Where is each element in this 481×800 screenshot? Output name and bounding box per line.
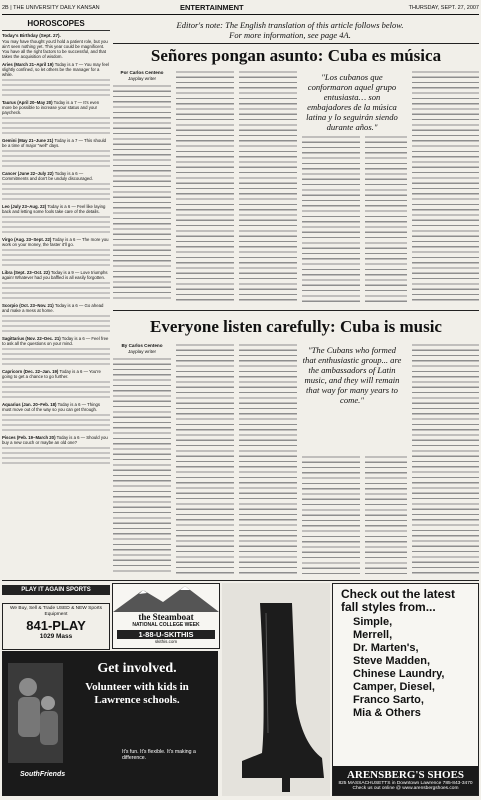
sign-rating: Today is a 9: [50, 270, 74, 275]
sign-rating: Today is a 6: [57, 402, 81, 407]
header-date: THURSDAY, SEPT. 27, 2007: [408, 5, 479, 11]
volunteer-ad-body: Volunteer with kids in Lawrence schools.: [85, 681, 189, 706]
sign-text-block: [2, 314, 110, 334]
shoes-brand-item: Camper, Diesel,: [353, 681, 435, 693]
sign-rating: Today is a 6: [54, 303, 78, 308]
horoscope-sign: Pisces (Feb. 19–March 20) Today is a 6 — Should you buy a new couch or maybe an old one?: [2, 435, 110, 466]
spanish-column-5: [365, 135, 407, 302]
shoes-brand-item: Chinese Laundry,: [353, 668, 445, 680]
section-title: ENTERTAINMENT: [180, 3, 244, 12]
spanish-column-1: [113, 70, 171, 302]
play-again-ad-line: We Buy, Sell & Trade USED & NEW Sports Equipment: [9, 606, 103, 617]
horoscope-sign: Sagittarius (Nov. 22–Dec. 21) Today is a 6 — Feel free to ask all the questions on your mind.: [2, 336, 110, 367]
editor-note: [140, 20, 440, 40]
sign-name: Cancer (June 22–July 22): [2, 171, 54, 176]
english-column-3: [239, 343, 297, 575]
spanish-column-4: [302, 135, 360, 302]
english-pull-quote: "The Cubans who formed that enthusiastic group... are the ambassadors of Latin music, and they will remain that way for many years to come.": [302, 345, 402, 405]
sign-rating: Today is a 6: [61, 336, 85, 341]
sign-name: Capricorn (Dec. 22–Jan. 19): [2, 369, 59, 374]
horoscope-sign: Cancer (June 22–July 22) Today is a 6 — Commitments and don't be unduly discouraged.: [2, 171, 110, 202]
article-text-block: [365, 455, 407, 575]
shoes-brand-item: Steve Madden,: [353, 655, 431, 667]
english-byline: [113, 343, 171, 354]
play-again-ad-title: PLAY IT AGAIN SPORTS: [2, 585, 110, 595]
english-author-role: Jayplay writer: [127, 348, 157, 354]
shoes-brand-list: [333, 616, 478, 720]
english-author: By Carlos Centeno: [121, 343, 163, 348]
article-text-block: [239, 70, 297, 302]
steamboat-ad-title: the Steamboat: [138, 612, 194, 622]
header-left: 2B | THE UNIVERSITY DAILY KANSAN: [2, 5, 100, 11]
sign-rating: Today is a 6: [54, 171, 78, 176]
sign-name: Aquarius (Jan. 20–Feb. 18): [2, 402, 57, 407]
ad-divider: [2, 580, 479, 581]
horoscope-sign: Taurus (April 20–May 20) Today is a 7 — It's even more be possible to increase your status and your paycheck.: [2, 100, 110, 136]
horoscope-date: Today's Birthday (Sept. 27).: [2, 33, 61, 38]
editor-note-line2: For more information, see page 4A.: [229, 30, 351, 40]
sign-text: Feel free to ask all the questions on your mind.: [2, 336, 109, 346]
shoes-ad-address: 825 MASSACHUSETTS in Downtown Lawrence 785-843-3470: [338, 781, 473, 786]
volunteer-ad-note: It's fun. It's flexible. It's making a difference.: [122, 749, 196, 762]
horoscope-sign: Aquarius (Jan. 20–Feb. 18) Today is a 6 — Things must move out of the way so you can get through.: [2, 402, 110, 433]
shoes-brand-item: Mia & Others: [353, 707, 421, 719]
sign-text-block: [2, 215, 110, 235]
english-column-5: [365, 455, 407, 575]
sign-text-block: [2, 347, 110, 367]
boot-icon: [222, 583, 330, 796]
sign-text-block: [2, 446, 110, 466]
sign-text: Love triumphs again! Whatever had you baffled is all easily forgotten.: [2, 270, 108, 280]
sign-rating: Today is a 6: [52, 237, 76, 242]
sign-rating: Today is a 7: [54, 62, 78, 67]
sign-text-block: [2, 149, 110, 169]
sign-name: Aries (March 21–April 19): [2, 62, 54, 67]
sign-name: Gemini (May 21–June 21): [2, 138, 54, 143]
horoscopes-title: HOROSCOPES: [2, 17, 110, 31]
page-header: [2, 2, 479, 15]
play-again-ad[interactable]: [2, 603, 110, 650]
children-photo-icon: [8, 663, 63, 763]
spanish-author: Por Carlos Centeno: [120, 70, 164, 75]
shoes-brand-item: Simple,: [353, 616, 393, 628]
sign-text: This should be a time of major "well" days.: [2, 138, 107, 148]
horoscope-intro: You may have thought you'd hold a patient role, but you ain't seen nothing yet. This year could be magnificent. You have all the right factors to be successful, and that takes the acquisition of wisdom.: [2, 39, 108, 59]
english-column-2: [176, 343, 234, 575]
horoscope-sign: Capricorn (Dec. 22–Jan. 19) Today is a 6 — You're going to get a chance to go further.: [2, 369, 110, 400]
sign-text: Should you buy a new couch or maybe an old one?: [2, 435, 108, 445]
sign-name: Libra (Sept. 23–Oct. 22): [2, 270, 50, 275]
arensbergs-shoes-ad[interactable]: [332, 583, 479, 796]
sign-text: You may feel slightly confined, so let others be the manager for a while.: [2, 62, 109, 77]
shoes-ad-store: ARENSBERG'S SHOES: [346, 769, 465, 781]
spanish-column-3: [239, 70, 297, 302]
sign-rating: Today is a 7: [53, 100, 77, 105]
sign-name: Pisces (Feb. 19–March 20): [2, 435, 56, 440]
volunteer-ad-headline: Get involved.: [97, 661, 177, 676]
sign-text: Go ahead and make a mess at home.: [2, 303, 104, 313]
sign-name: Scorpio (Oct. 23–Nov. 21): [2, 303, 54, 308]
horoscope-sign: Gemini (May 21–June 21) Today is a 7 — This should be a time of major "well" days.: [2, 138, 110, 169]
article-text-block: [176, 70, 234, 302]
sign-text-block: [2, 248, 110, 268]
volunteer-ad[interactable]: [2, 651, 218, 796]
section-divider: [113, 310, 479, 311]
spanish-headline: Señores pongan asunto: Cuba es música: [150, 46, 442, 65]
spanish-column-6: [412, 70, 479, 302]
sign-name: Virgo (Aug. 23–Sept. 22): [2, 237, 52, 242]
steamboat-ad-site: skithis.com: [154, 639, 178, 644]
sign-text-block: [2, 116, 110, 136]
horoscope-sign: Scorpio (Oct. 23–Nov. 21) Today is a 6 — Go ahead and make a mess at home.: [2, 303, 110, 334]
mountain-icon: [113, 584, 219, 612]
shoes-ad-web: Check us out online @ www.arensbergshoes.com: [352, 786, 459, 791]
editor-note-line1: Editor's note: The English translation of this article follows below.: [176, 20, 404, 30]
sign-rating: Today is a 6: [47, 204, 71, 209]
article-text-block: [365, 135, 407, 302]
play-again-ad-banner[interactable]: [2, 583, 110, 603]
sign-text-block: [2, 281, 110, 301]
sign-text: Commitments and don't be unduly discouraged.: [2, 176, 93, 181]
sign-text: Things must move out of the way so you can get through.: [2, 402, 101, 412]
sign-name: Leo (July 23–Aug. 22): [2, 204, 47, 209]
article-text-block: [412, 343, 479, 575]
steamboat-ad-phone: 1-88-U-SKITHIS: [117, 630, 215, 639]
volunteer-ad-org: SouthFriends: [20, 771, 66, 778]
divider: [113, 43, 479, 44]
shoes-brand-item: Dr. Marten's,: [353, 642, 419, 654]
spanish-pull-quote: "Los cubanos que conformaron aquel grupo entusiasta… son embajadores de la música latina y lo seguirán siendo durante años.": [306, 72, 398, 132]
sign-name: Taurus (April 20–May 20): [2, 100, 53, 105]
shoes-brand-item: Franco Sarto,: [353, 694, 424, 706]
steamboat-ad-subtitle: NATIONAL COLLEGE WEEK: [132, 622, 200, 628]
shoes-ad-footer: [333, 766, 478, 795]
article-text-block: [113, 84, 171, 302]
sign-name: Sagittarius (Nov. 22–Dec. 21): [2, 336, 61, 341]
shoes-brand-item: Merrell,: [353, 629, 393, 641]
spanish-author-role: Jayplay writer: [127, 75, 157, 81]
horoscope-sign: Aries (March 21–April 19) Today is a 7 — You may feel slightly confined, so let others be the manager for a while.: [2, 62, 110, 98]
sign-rating: Today is a 7: [54, 138, 78, 143]
sign-text-block: [2, 413, 110, 433]
article-text-block: [302, 455, 360, 575]
horoscope-sign: Libra (Sept. 23–Oct. 22) Today is a 9 — Love triumphs again! Whatever had you baffled is all easily forgotten.: [2, 270, 110, 301]
play-again-ad-address: 1029 Mass: [39, 633, 73, 641]
english-headline: Everyone listen carefully: Cuba is music: [150, 317, 442, 336]
sign-text-block: [2, 182, 110, 202]
article-text-block: [176, 343, 234, 575]
sign-text: Feel like laying back and letting some fools take care of the details.: [2, 204, 106, 214]
sign-text: It's even more be possible to increase your status and your paycheck.: [2, 100, 100, 115]
article-text-block: [239, 343, 297, 575]
shoe-photo: [222, 583, 330, 796]
english-column-4: [302, 455, 360, 575]
article-text-block: [113, 357, 171, 575]
article-text-block: [412, 70, 479, 302]
horoscopes-column: [2, 17, 110, 583]
horoscope-sign-list: [2, 62, 110, 466]
spanish-column-2: [176, 70, 234, 302]
sign-rating: Today is a 6: [56, 435, 80, 440]
english-column-6: [412, 343, 479, 575]
shoes-ad-headline: Check out the latest fall styles from...: [341, 587, 456, 614]
english-column-1: [113, 343, 171, 575]
sign-text: You're going to get a chance to go further.: [2, 369, 101, 379]
spanish-byline: [113, 70, 171, 81]
steamboat-ad[interactable]: [112, 583, 220, 649]
horoscope-sign: Virgo (Aug. 23–Sept. 22) Today is a 6 — The more you work on your money, the faster it'll go.: [2, 237, 110, 268]
sign-text: The more you work on your money, the faster it'll go.: [2, 237, 109, 247]
sign-text-block: [2, 78, 110, 98]
article-text-block: [302, 135, 360, 302]
play-again-ad-phone: 841-PLAY: [26, 618, 86, 634]
sign-rating: Today is a 6: [59, 369, 83, 374]
horoscope-sign: Leo (July 23–Aug. 22) Today is a 6 — Feel like laying back and letting some fools take care of the details.: [2, 204, 110, 235]
sign-text-block: [2, 380, 110, 400]
